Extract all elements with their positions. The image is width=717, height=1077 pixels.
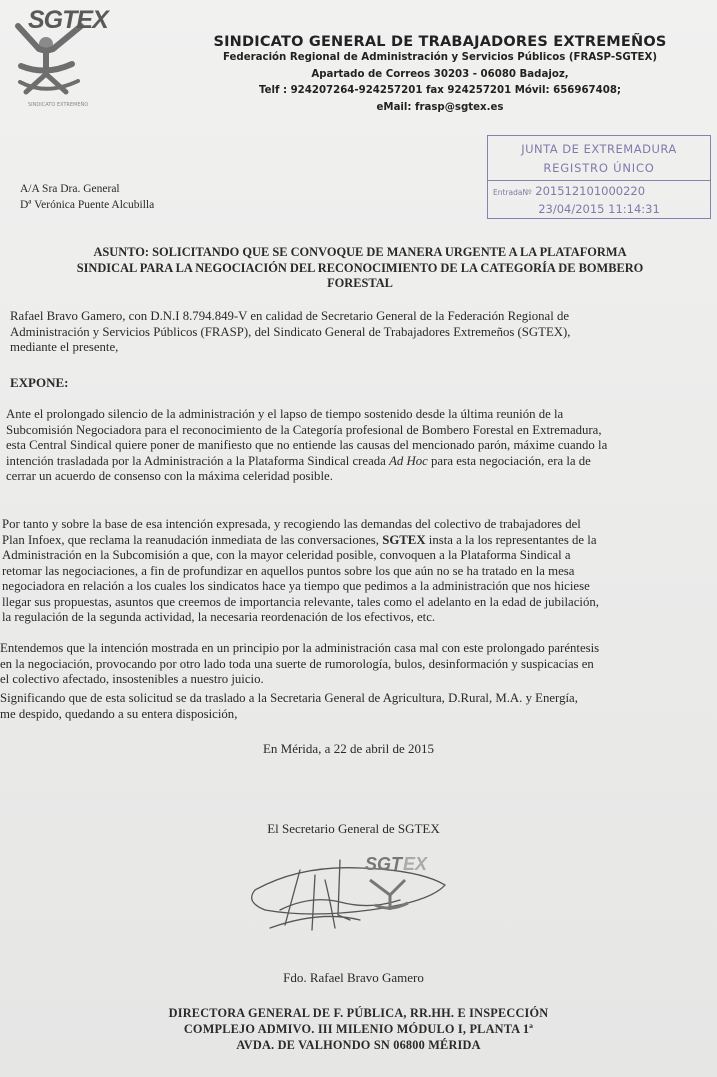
paragraph-line: intención trasladada por la Administración a la Plataforma Sindical creada Ad Hoc para esta negociación, era la de [6,453,591,468]
letterhead [170,34,710,116]
paragraph-line: negociadora en relación a los cuales los sindicatos hace ya tiempo que pedimos a la administración que nos hiciese [2,579,590,593]
stamp-entry-label: EntradaNº [493,188,532,197]
paragraph-line: Entendemos que la intención mostrada en un principio por la administración casa mal con este prolongado paréntesis [0,641,600,655]
addressee [20,181,154,213]
paragraph-line: Subcomisión Negociadora para el reconocimiento de la Categoría profesional de Bombero Forestal en Extremadura, [6,422,602,437]
paragraph-line: Ante el prolongado silencio de la administración y el lapso de tiempo sostenido desde la última reunión de la [6,407,564,421]
date-line: En Mérida, a 22 de abril de 2015 [262,741,435,756]
paragraph-3 [0,641,712,688]
paragraph-line: retomar las negociaciones, a fin de profundizar en aquellos puntos sobre los que aún no se ha tratado en la mesa [2,563,575,578]
paragraph-line: me despido, quedando a su entera disposición, [0,706,238,721]
logo-text: SGTEX [28,6,108,34]
org-federation: Federación Regional de Administración y Servicios Públicos (FRASP-SGTEX) [222,52,658,63]
intro-line: mediante el presente, [10,340,119,354]
org-postal: Apartado de Correos 30203 - 06080 Badajoz, [311,68,569,80]
subject [20,245,700,292]
paragraph-line: esta Central Sindical quiere poner de manifiesto que no entiende las causas del mencionado parón, máxime cuando la [6,438,608,452]
signature-name: Fdo. Rafael Bravo Gamero [283,970,424,985]
intro-paragraph [10,309,705,356]
stamp-registry: REGISTRO ÚNICO [543,161,655,175]
org-phone: Telf : 924207264-924257201 fax 924257201 Móvil: 656967408; [259,85,621,96]
paragraph-2 [2,517,710,626]
paragraph-line: Por tanto y sobre la base de esa intención expresada, y recogiendo las demandas del colectivo de trabajadores del [2,517,581,531]
expone-heading: EXPONE: [10,375,69,390]
stamp-institution: JUNTA DE EXTREMADURA [521,142,677,156]
paragraph-line: Significando que de esta solicitud se da traslado a la Secretaria General de Agricultura, D.Rural, M.A. y Energía, [0,691,578,705]
org-email: eMail: frasp@sgtex.es [376,101,504,113]
intro-line: Administración y Servicios Públicos (FRASP), del Sindicato General de Trabajadores Extremeños (SGTEX), [10,324,571,339]
org-name: SINDICATO GENERAL DE TRABAJADORES EXTREMEÑOS [213,34,667,50]
recipient-footer [0,1005,717,1053]
logo-tagline: SINDICATO EXTREMEÑO [28,102,89,108]
subject-line3: FORESTAL [327,276,393,290]
stamp-divider [488,180,710,181]
sgtex-logo [6,4,106,109]
intro-line: Rafael Bravo Gamero, con D.N.I 8.794.849-V en calidad de Secretario General de la Federación Regional de [10,309,570,323]
paragraph-4 [0,691,690,722]
footer-line2: COMPLEJO ADMIVO. III MILENIO MÓDULO I, PLANTA 1ª [183,1022,534,1036]
paragraph-line: en la negociación, provocando por otro lado toda una suerte de rumorología, bulos, desinformación y suspicacias en [0,656,594,671]
footer-line1: DIRECTORA GENERAL DE F. PÚBLICA, RR.HH. E INSPECCIÓN [168,1006,549,1020]
stamp-entry [493,184,645,198]
handwritten-signature [240,840,470,945]
paragraph-line: la regulación de la segunda actividad, la necesaria reordenación de los efectivos, etc. [2,610,436,624]
paragraph-1 [6,407,706,485]
stamp-entry-number: 201512101000220 [535,184,646,198]
signer-title: El Secretario General de SGTEX [267,821,440,836]
paragraph-line: Administración en la Subcomisión a que, con la mayor celeridad posible, convoquen a la Plataforma Sindical a [2,548,571,562]
paragraph-line: el colectivo afectado, insostenibles a nuestro juicio. [0,672,264,686]
paragraph-line: cerrar un acuerdo de consenso con la máxima celeridad posible. [6,469,333,483]
subject-line1: ASUNTO: SOLICITANDO QUE SE CONVOQUE DE MANERA URGENTE A LA PLATAFORMA [93,245,627,259]
paragraph-line: llegar sus propuestas, asuntos que creemos de importancia relevante, tales como el adelanto en la edad de jubilación, [2,594,599,609]
addressee-line1: A/A Sra Dra. General [20,183,120,195]
footer-line3: AVDA. DE VALHONDO SN 06800 MÉRIDA [236,1038,481,1052]
registry-stamp [487,135,711,219]
addressee-line2: Dª Verónica Puente Alcubilla [20,199,155,211]
svg-text:SGT: SGT [365,854,403,874]
stamp-datetime: 23/04/2015 11:14:31 [538,202,660,216]
subject-line2: SINDICAL PARA LA NEGOCIACIÓN DEL RECONOCIMIENTO DE LA CATEGORÍA DE BOMBERO [76,260,644,275]
svg-text:EX: EX [403,854,428,874]
paragraph-line: Plan Infoex, que reclama la reanudación inmediata de las conversaciones, SGTEX insta a la los representantes de la [2,532,597,547]
